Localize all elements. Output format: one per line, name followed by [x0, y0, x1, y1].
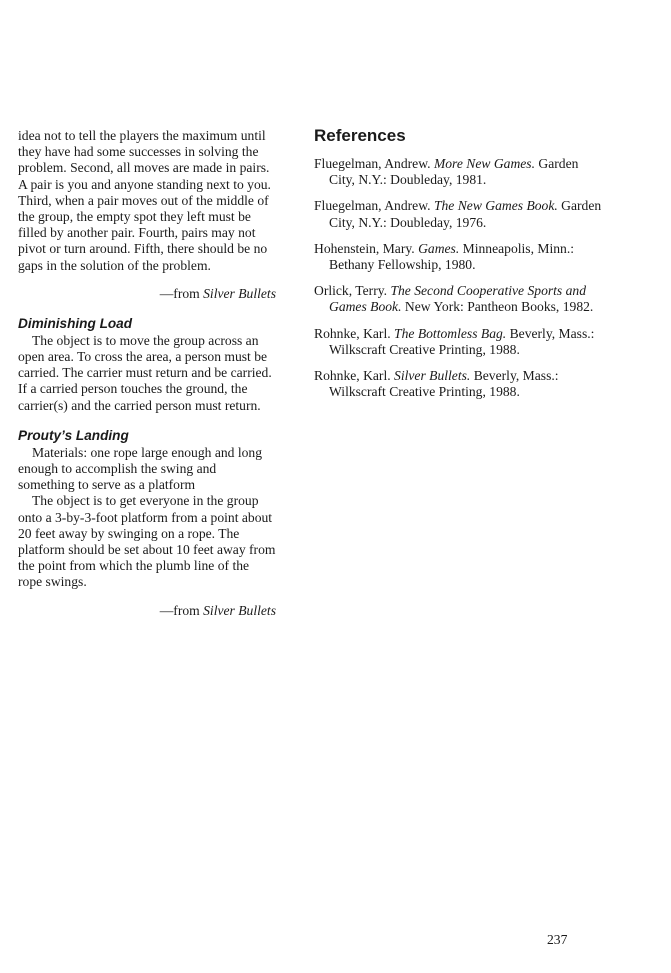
attribution-2-prefix: —from [159, 602, 204, 618]
reference-entry [314, 283, 604, 315]
reference-publication: Garden City, N.Y.: Doubleday, 1981. [329, 156, 579, 188]
reference-entry [314, 326, 604, 358]
proutys-landing-materials: Materials: one rope large enough and long enough to accomplish the swing and something to serve as a platform [18, 444, 263, 493]
reference-publication: Beverly, Mass.: Wilkscraft Creative Printing, 1988. [329, 368, 559, 400]
reference-publication: Minneapolis, Minn.: Bethany Fellowship, 1980. [329, 240, 575, 273]
reference-title: The Second Cooperative Sports and Games Book. [329, 283, 587, 315]
attribution-1-prefix: —from [159, 285, 204, 301]
reference-title: More New Games. [433, 156, 535, 171]
reference-publication: Beverly, Mass.: Wilkscraft Creative Printing, 1988. [329, 325, 595, 357]
diminishing-load-heading: Diminishing Load [18, 315, 133, 331]
intro-paragraph: idea not to tell the players the maximum until they have had some successes in solving the problem. Second, all moves are made in pairs. A pair is you and anyone standing next to you. Third, when a pair moves out of the middle of the group, the empty spot they left must be filled by another pair. Fourth, pairs may not pivot or turn around. Fifth, there should be no gaps in the solution of the problem. [18, 128, 271, 273]
reference-entry [314, 368, 604, 400]
reference-entry [314, 156, 604, 188]
reference-author: Rohnke, Karl. [314, 325, 395, 341]
attribution-2-source: Silver Bullets [203, 602, 276, 618]
proutys-landing-heading: Prouty’s Landing [18, 427, 129, 443]
reference-publication: Garden City, N.Y.: Doubleday, 1976. [329, 198, 602, 230]
page-number: 237 [547, 932, 568, 947]
reference-author: Fluegelman, Andrew. [314, 198, 434, 214]
reference-author: Hohenstein, Mary. [314, 240, 419, 256]
reference-entry [314, 241, 604, 273]
attribution-1 [18, 286, 276, 302]
reference-publication: New York: Pantheon Books, 1982. [401, 299, 594, 315]
attribution-1-source: Silver Bullets [203, 285, 276, 301]
reference-title: The New Games Book. [433, 198, 558, 214]
reference-title: Silver Bullets. [394, 368, 471, 384]
reference-author: Fluegelman, Andrew. [314, 156, 434, 171]
diminishing-load-text: The object is to move the group across an open area. To cross the area, a person must be carried. The carrier must return and be carried. If a carried person touches the ground, the carrier(s) and the carried person must return. [18, 332, 272, 413]
reference-title: The Bottomless Bag. [394, 325, 507, 341]
attribution-2 [18, 603, 276, 619]
references-column [314, 126, 604, 410]
reference-author: Orlick, Terry. [314, 283, 391, 299]
reference-title: Games. [418, 240, 460, 256]
left-column [18, 128, 276, 619]
references-heading: References [314, 126, 406, 145]
proutys-landing-text: The object is to get everyone in the group onto a 3-by-3-foot platform from a point about 20 feet away by swinging on a rope. The platform should be set about 10 feet away from the point from which the plumb line of the rope swings. [18, 493, 276, 590]
reference-entry [314, 198, 604, 230]
reference-author: Rohnke, Karl. [314, 368, 395, 384]
